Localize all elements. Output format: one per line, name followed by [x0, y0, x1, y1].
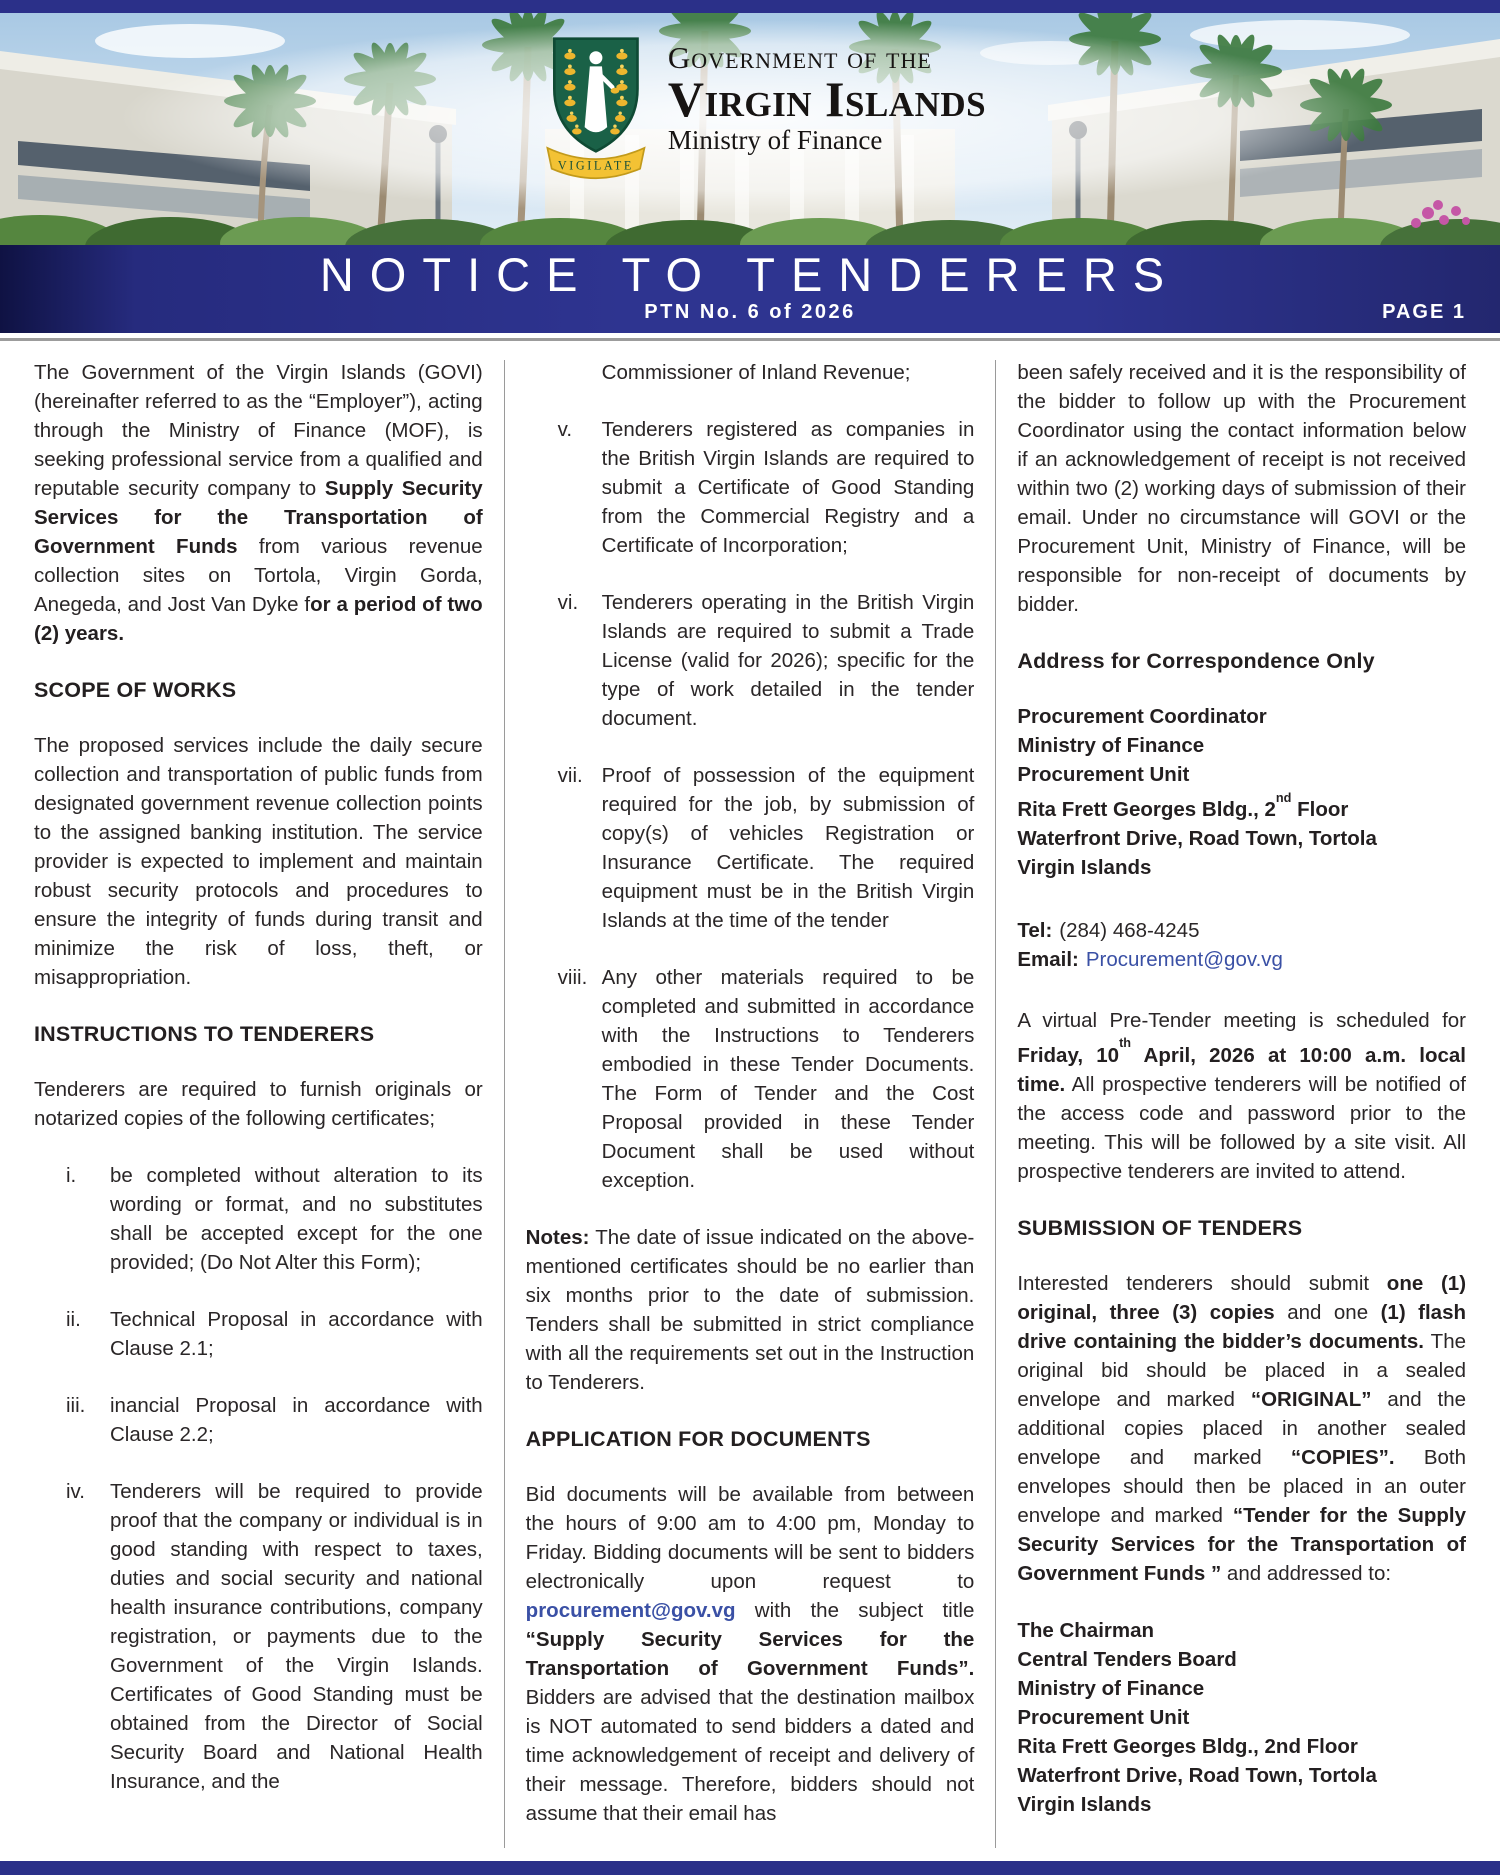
virgin-islands-crest-icon — [544, 33, 648, 183]
correspondence-address-block — [1017, 702, 1466, 882]
address-line: Waterfront Drive, Road Town, Tortola — [1017, 1763, 1377, 1787]
notice-banner — [0, 245, 1500, 333]
list-marker: ii. — [66, 1308, 81, 1331]
logo-line-government: Government of the — [667, 40, 932, 75]
application-for-documents-heading: APPLICATION FOR DOCUMENTS — [525, 1427, 871, 1451]
address-line: Ministry of Finance — [1017, 1676, 1205, 1700]
list-item-iv-continuation: Commissioner of Inland Revenue; — [601, 361, 911, 384]
govi-logo — [544, 33, 986, 183]
column-2 — [526, 358, 975, 1856]
list-item-v: v. Tenderers registered as companies in the British Virgin Islands are required to submit a Certificate of Good Standing from the Commercial Registry and a Certificate of Incorporation; — [526, 415, 975, 560]
scope-of-works-heading: SCOPE OF WORKS — [34, 678, 237, 702]
email-receipt-paragraph: been safely received and it is the responsibility of the bidder to follow up with the Procurement Coordinator using the contact information below if an acknowledgement of receipt is not received within two (2) working days of submission of their email. Under no circumstance will GOVI or the Procurement Unit, Ministry of Finance, will be responsible for non-receipt of documents by bidder. — [1017, 361, 1467, 616]
column-1 — [34, 358, 483, 1856]
list-marker: i. — [66, 1164, 77, 1187]
list-item-vi: vi. Tenderers operating in the British Virgin Islands are required to submit a Trade License (valid for 2026); specific for the type of work detailed in the tender document. — [526, 588, 975, 733]
ptn-number: PTN No. 6 of 2026 — [644, 301, 856, 323]
instructions-heading: INSTRUCTIONS TO TENDERERS — [34, 1022, 375, 1046]
submission-paragraph: Interested tenderers should submit one (1) original, three (3) copies and one (1) flash drive containing the bidder’s documents. The original bid should be placed in a sealed envelope and marked “ORIGINAL” and the additional copies placed in another sealed envelope and marked “COPIES”. Both envelopes should then be placed in an outer envelope and marked “Tender for the Supply Security Services for the Transportation of Government Funds ” and addressed to: — [1017, 1271, 1467, 1585]
address-line: The Chairman — [1017, 1618, 1155, 1642]
column-3 — [1017, 358, 1466, 1856]
address-line: Virgin Islands — [1017, 1792, 1152, 1816]
logo-wordmark — [668, 33, 986, 155]
list-marker: iv. — [66, 1480, 85, 1503]
column-divider — [995, 360, 996, 1848]
procurement-email-link[interactable]: procurement@gov.vg — [525, 1599, 736, 1622]
instructions-intro: Tenderers are required to furnish originals or notarized copies of the following certificates; — [34, 1078, 483, 1130]
submission-of-tenders-heading: SUBMISSION OF TENDERS — [1017, 1215, 1303, 1240]
correspondence-email-link[interactable]: Procurement@gov.vg — [1085, 947, 1283, 971]
email-line: Email: Procurement@gov.vg — [1017, 947, 1283, 971]
crest-motto: VIGILATE — [557, 158, 634, 173]
list-item-viii: viii. Any other materials required to be completed and submitted in accordance with the Instructions to Tenderers embodied in these Tender Documents. The Form of Tender and the Cost Proposal provided in these Tender Document shall be used without exception. — [526, 963, 975, 1195]
banner-meta-row — [0, 301, 1500, 331]
list-marker: vii. — [557, 764, 583, 787]
list-item-ii: ii. Technical Proposal in accordance with Clause 2.1; — [34, 1305, 483, 1363]
address-line: Virgin Islands — [1017, 855, 1152, 879]
list-item-iv: iv. Tenderers will be required to provide proof that the company or individual is in good standing with respect to taxes, duties and social security and national health insurance contributions, company registration, or payments due to the Government of the Virgin Islands. Certificates of Good Standing must be obtained from the Director of Social Security Board and National Health Insurance, and the — [34, 1477, 483, 1796]
scope-paragraph: The proposed services include the daily secure collection and transportation of public funds from designated government revenue collection points to the assigned banking institution. The service provider is expected to implement and maintain robust security protocols and procedures to ensure the integrity of funds during transit and minimize the risk of loss, theft, or misappropriation. — [34, 734, 483, 989]
address-correspondence-heading: Address for Correspondence Only — [1017, 649, 1375, 673]
address-line: Procurement Unit — [1017, 763, 1190, 786]
address-line: Ministry of Finance — [1017, 734, 1205, 757]
address-line: Waterfront Drive, Road Town, Tortola — [1017, 826, 1377, 850]
address-line: Procurement Coordinator — [1017, 705, 1267, 728]
top-accent-bar — [0, 0, 1500, 13]
list-marker: vi. — [557, 591, 579, 614]
intro-paragraph: The Government of the Virgin Islands (GOVI) (hereinafter referred to as the “Employer”), acting through the Ministry of Finance (MOF), is seeking professional service from a qualified and reputable security company to Supply Security Services for the Transportation of Government Funds from various revenue collection sites on Tortola, Virgin Gorda, Anegeda, and Jost Van Dyke for a period of two (2) years. — [34, 361, 483, 645]
address-line: Rita Frett Georges Bldg., 2nd Floor — [1017, 789, 1349, 821]
list-item-vii: vii. Proof of possession of the equipment required for the job, by submission of copy(s) of vehicles Registration or Insurance Certificate. The required equipment must be in the British Virgin Islands at the time of the tender — [526, 761, 975, 935]
address-line: Rita Frett Georges Bldg., 2nd Floor — [1017, 1734, 1358, 1758]
pretender-meeting-paragraph: A virtual Pre-Tender meeting is scheduled for Friday, 10th April, 2026 at 10:00 a.m. local time. All prospective tenderers will be notified of the access code and password prior to the meeting. This will be followed by a site visit. All prospective tenderers are invited to attend. — [1017, 1008, 1467, 1183]
address-line: Central Tenders Board — [1017, 1647, 1237, 1671]
page-number: PAGE 1 — [1382, 301, 1466, 323]
telephone-line: Tel: (284) 468-4245 — [1017, 918, 1200, 942]
list-item-iii: iii. inancial Proposal in accordance with Clause 2.2; — [34, 1391, 483, 1449]
list-item-i: i. be completed without alteration to its wording or format, and no substitutes shall be accepted except for the one provided; (Do Not Alter this Form); — [34, 1161, 483, 1277]
header-photo — [0, 13, 1500, 245]
bottom-accent-bar — [0, 1861, 1500, 1875]
document-body — [0, 341, 1500, 1856]
list-marker: v. — [557, 418, 573, 441]
tender-submission-address-block — [1017, 1616, 1466, 1819]
banner-title: NOTICE TO TENDERERS — [319, 248, 1181, 301]
application-paragraph: Bid documents will be available from between the hours of 9:00 am to 4:00 pm, Monday to Friday. Bidding documents will be sent to bidders electronically upon request to procurement@gov.vg with the subject title “Supply Security Services for the Transportation of Government Funds”. Bidders are advised that the destination mailbox is NOT automated to send bidders a dated and time acknowledgement of receipt and delivery of their message. Therefore, bidders should not assume that their email has — [525, 1483, 975, 1825]
address-line: Procurement Unit — [1017, 1705, 1190, 1729]
logo-line-ministry: Ministry of Finance — [667, 125, 883, 155]
column-divider — [504, 360, 505, 1848]
logo-line-virgin-islands: Virgin Islands — [667, 71, 987, 127]
list-marker: viii. — [557, 966, 588, 989]
list-marker: iii. — [66, 1394, 86, 1417]
notes-paragraph: Notes: The date of issue indicated on the above-mentioned certificates should be no earlier than six months prior to the date of submission. Tenders shall be submitted in strict compliance with all the requirements set out in the Instruction to Tenderers. — [525, 1226, 975, 1394]
